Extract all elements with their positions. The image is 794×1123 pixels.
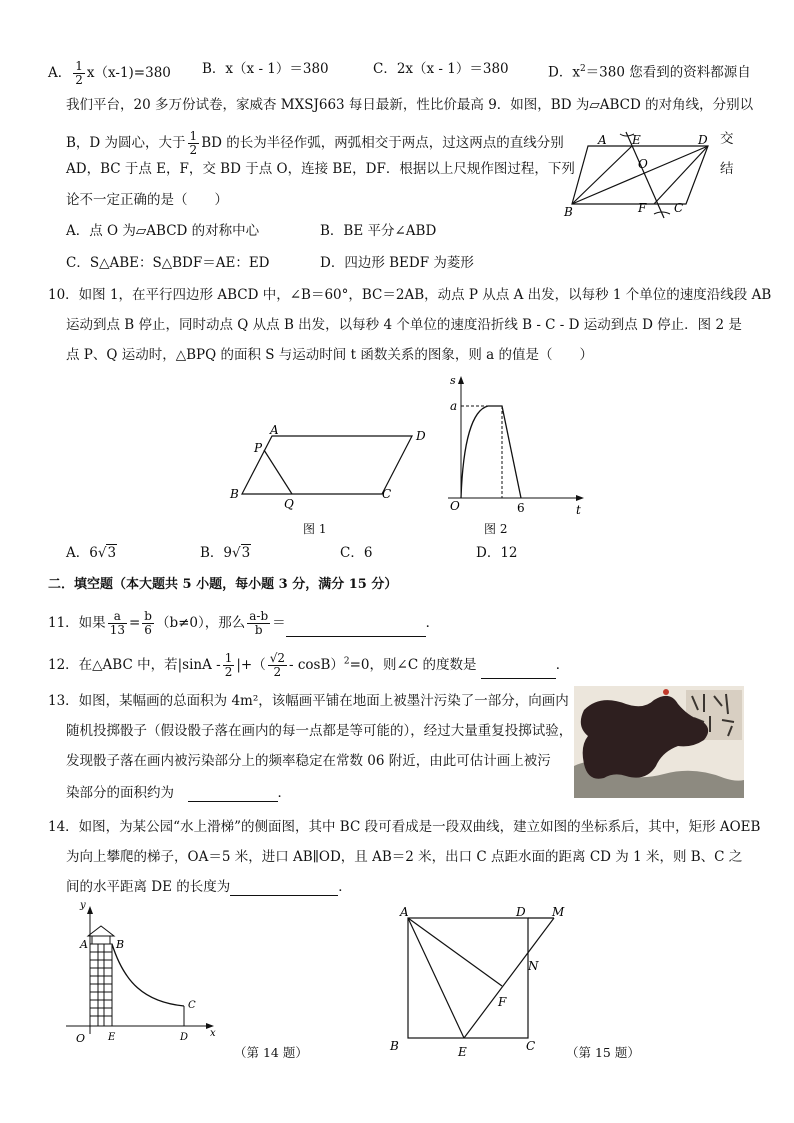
s-axis-arrow: [458, 376, 464, 384]
label-C: C: [382, 487, 392, 501]
label-B: B: [230, 487, 239, 501]
ladder-frame: [90, 944, 112, 1026]
q10-option-d: D．12: [476, 545, 518, 561]
q10-fig2-caption: 图 2: [484, 522, 508, 536]
label-C: C: [526, 1039, 536, 1053]
label-O: O: [450, 499, 460, 513]
label-x: x: [210, 1028, 216, 1039]
q11: 11．如果 $\frac{a}{13}$ = $\frac{b}{6}$ （b≠0），那么 $\frac{a-b}{b}$ ＝ ．: [48, 609, 440, 637]
q13-answer-blank[interactable]: [188, 787, 278, 802]
q10-option-a: A．6√3: [66, 545, 117, 561]
label-P: P: [254, 441, 263, 455]
label-Q: Q: [284, 497, 294, 511]
label-6: 6: [517, 501, 525, 515]
label-B: B: [390, 1039, 399, 1053]
q9-option-a: A．点 O 为▱ABCD 的对称中心: [66, 223, 260, 239]
q12: 12．在△ABC 中，若|sinA - $\frac{1}{2}$ |+（ $\frac{√2}{2}$ - cosB）$^2$=0，则∠C 的度数是 ．: [48, 651, 570, 679]
label-E: E: [458, 1045, 467, 1059]
slide-roof: [88, 926, 114, 936]
segment-df: [654, 146, 708, 204]
label-E: E: [108, 1032, 116, 1043]
q9-line2-end: 交: [720, 131, 734, 147]
label-M: M: [552, 905, 565, 919]
q12-answer-blank[interactable]: [481, 664, 556, 679]
s-t-curve: [461, 406, 521, 498]
label-s: s: [450, 374, 456, 387]
label-A: A: [80, 938, 88, 951]
label-A: A: [598, 133, 607, 147]
label-a: a: [450, 399, 458, 413]
segment-ae: [408, 918, 464, 1038]
slide-cabin: [92, 936, 110, 944]
label-E: E: [632, 133, 641, 147]
label-D: D: [180, 1032, 189, 1043]
section-2-heading: 二．填空题（本大题共 5 小题，每小题 3 分，满分 15 分）: [48, 577, 398, 592]
hyperbola-bc: [112, 944, 184, 1006]
label-t: t: [576, 503, 581, 517]
label-B: B: [116, 938, 125, 951]
prev-q-option-c: C．2x（x - 1）＝380: [373, 61, 509, 77]
q9-line4: 论不一定正确的是（ ）: [66, 192, 228, 208]
label-C: C: [188, 1000, 196, 1011]
q10-option-c: C．6: [340, 545, 373, 561]
q9-line3-end: 结: [720, 161, 734, 177]
label-D: D: [698, 133, 708, 147]
q14-line3: 间的水平距离 DE 的长度为 ．: [66, 879, 352, 895]
label-D: D: [416, 429, 426, 443]
parallelogram-abcd: [242, 436, 412, 494]
label-A: A: [270, 423, 279, 437]
y-axis-arrow: [87, 906, 93, 914]
q13-line4: 染部分的面积约为 ．: [66, 785, 291, 801]
q13-line3: 发现骰子落在画内被污染部分上的频率稳定在常数 06 附近，由此可估计画上被污: [66, 753, 551, 769]
q14-fig-caption: （第 14 题）: [234, 1045, 308, 1060]
label-O: O: [76, 1032, 86, 1045]
q10-line3: 点 P、Q 运动时，△BPQ 的面积 S 与运动时间 t 函数关系的图象，则 a 的值是（ ）: [66, 347, 593, 363]
label-A: A: [400, 905, 409, 919]
segment-be: [572, 146, 632, 204]
label-N: N: [528, 959, 539, 973]
q9-option-b: B．BE 平分∠ABD: [320, 223, 437, 239]
q15-figure: [386, 902, 572, 1058]
q10-option-b: B．9√3: [200, 545, 251, 561]
diagonal-bd: [572, 146, 708, 204]
q9-option-c: C．S△ABE：S△BDF＝AE：ED: [66, 255, 270, 271]
q13-line1: 13．如图，某幅画的总面积为 4m²，该幅画平铺在地面上被墨汁污染了一部分，向画内: [48, 693, 569, 709]
q9-figure: [564, 128, 720, 220]
label-C: C: [674, 201, 684, 215]
q10-fig1-caption: 图 1: [303, 522, 327, 536]
label-B: B: [564, 205, 573, 219]
q9-line1: 我们平台，20 多万份试卷，家威杏 MXSJ663 每日最新，性比价最高 9．如图，BD 为▱ABCD 的对角线，分别以: [66, 97, 754, 113]
square-abcd: [408, 918, 528, 1038]
q14-line1: 14．如图，为某公园“水上滑梯”的侧面图，其中 BC 段可看成是一段双曲线，建立如图的坐标系后，其中，矩形 AOEB: [48, 819, 761, 835]
segment-pq: [264, 450, 292, 494]
q10-figure-2: [428, 372, 588, 520]
red-seal: [663, 689, 669, 695]
prev-q-option-d: D．$x^2=380$ 您看到的资料都源自: [548, 64, 751, 81]
q10-line2: 运动到点 B 停止，同时动点 Q 从点 B 出发，以每秒 4 个单位的速度沿折线 B - C - D 运动到点 D 停止．图 2 是: [66, 317, 742, 333]
q9-option-d: D．四边形 BEDF 为菱形: [320, 255, 474, 271]
q13-line2: 随机投掷骰子（假设骰子落在画内的每一点都是等可能的），经过大量重复投掷试验，: [66, 723, 573, 739]
ladder-rungs: [90, 944, 112, 1026]
q11-answer-blank[interactable]: [286, 622, 426, 637]
label-D: D: [516, 905, 526, 919]
t-axis-arrow: [576, 495, 584, 501]
q14-line2: 为向上攀爬的梯子，OA＝5 米，进口 AB∥OD，且 AB＝2 米，出口 C 点距水面的距离 CD 为 1 米，则 B、C 之: [66, 849, 743, 865]
q14-figure: [64, 902, 224, 1052]
prev-q-option-b: B．x（x - 1）＝380: [202, 61, 329, 77]
prev-q-option-a: A． $\frac{1}{2}$ x（x-1)=380: [48, 59, 171, 87]
q13-painting-image: [574, 686, 744, 798]
label-F: F: [638, 201, 647, 215]
segment-me: [464, 918, 554, 1038]
label-y: y: [80, 900, 86, 911]
q14-answer-blank[interactable]: [230, 881, 338, 896]
q9-line2: B，D 为圆心，大于 $\frac{1}{2}$ BD 的长为半径作弧，两弧相交于两点，过这两点的直线分别: [66, 129, 564, 157]
label-F: F: [498, 995, 507, 1009]
segment-af: [408, 918, 502, 986]
q15-fig-caption: （第 15 题）: [566, 1045, 640, 1060]
q10-figure-1: [228, 423, 433, 511]
q10-line1: 10．如图 1，在平行四边形 ABCD 中，∠B＝60°，BC＝2AB，动点 P 从点 A 出发，以每秒 1 个单位的速度沿线段 AB: [48, 287, 772, 303]
label-O: O: [638, 157, 648, 171]
q9-line3: AD，BC 于点 E，F，交 BD 于点 O，连接 BE，DF．根据以上尺规作图过程，下列: [66, 161, 575, 177]
